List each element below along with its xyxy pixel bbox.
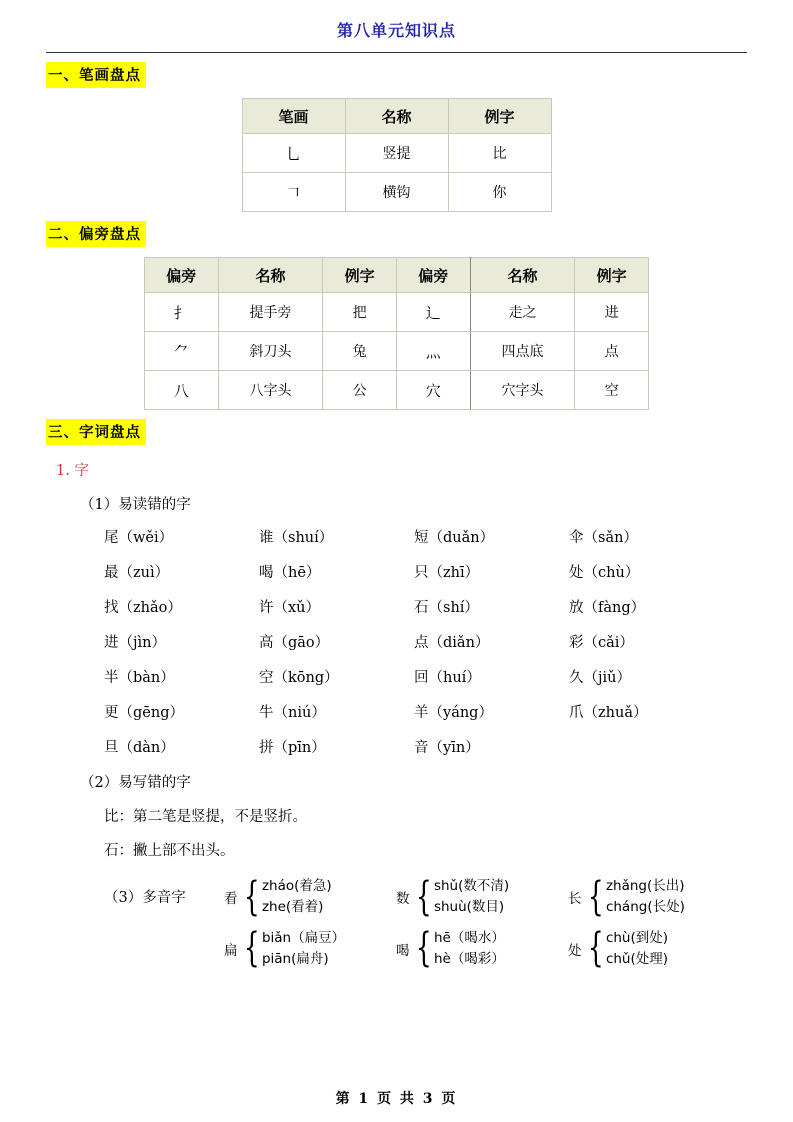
polyphonic-entry (568, 873, 740, 920)
polyphonic-readings (434, 876, 509, 918)
radical-name: 四点底 (470, 332, 575, 371)
pinyin-entry: 爪（zhuǎ） (569, 705, 648, 721)
section-heading-vocabulary: 三、字词盘点 (46, 419, 146, 445)
polyphonic-entry (224, 873, 396, 920)
brace-icon: { (243, 873, 260, 920)
radical-glyph: 扌 (145, 293, 219, 332)
pinyin-entry: 音（yīn） (414, 740, 480, 756)
table-header-row (242, 99, 551, 134)
radical-glyph: ⺈ (145, 332, 219, 371)
column-header-radical-2: 偏旁 (396, 258, 470, 293)
pinyin-entry: 更（gēng） (104, 705, 184, 721)
column-header-stroke: 笔画 (242, 99, 345, 134)
polyphonic-reading: biǎn（扁豆） (261, 929, 346, 946)
polyphonic-reading: hè（喝彩） (433, 950, 505, 967)
pinyin-entry: 点（diǎn） (414, 635, 490, 651)
polyphonic-character: 喝 (396, 942, 410, 959)
radical-example: 公 (323, 371, 397, 410)
polyphonic-entry (396, 873, 568, 920)
polyphonic-row (104, 873, 747, 920)
pinyin-row (104, 631, 724, 652)
miswritten-note: 石：撇上部不出头。 (104, 843, 235, 859)
page-title: 第八单元知识点 (336, 21, 456, 40)
pinyin-row (104, 701, 724, 722)
polyphonic-reading: chǔ(处理) (605, 950, 669, 967)
polyphonic-reading: zháo(着急) (261, 878, 332, 894)
pinyin-entry: 久（jiǔ） (569, 670, 631, 686)
brace-icon: { (415, 873, 432, 920)
section-strokes (46, 62, 747, 212)
column-header-name: 名称 (345, 99, 448, 134)
label-polyphonic: （3）多音字 (104, 890, 186, 907)
radical-name: 斜刀头 (218, 332, 323, 371)
pinyin-entry: 高（gāo） (259, 635, 330, 651)
brace-icon: { (587, 873, 604, 920)
polyphonic-block (46, 873, 747, 972)
radical-glyph: 辶 (396, 293, 470, 332)
stroke-glyph: 𠃍 (242, 173, 345, 212)
polyphonic-reading: shuù(数目) (433, 898, 505, 915)
column-header-name-2: 名称 (470, 258, 575, 293)
subheading-characters: 1. 字 (56, 463, 89, 479)
pinyin-entry: 羊（yáng） (414, 705, 493, 721)
polyphonic-reading: chù(到处) (605, 929, 669, 946)
strokes-table (242, 98, 552, 212)
column-header-name-1: 名称 (218, 258, 323, 293)
pinyin-entry: 彩（cǎi） (569, 635, 634, 651)
polyphonic-entry (224, 925, 396, 972)
pinyin-row (104, 561, 724, 582)
stroke-example: 你 (448, 173, 551, 212)
pinyin-entry (569, 736, 724, 757)
table-row (242, 134, 551, 173)
radical-glyph: 穴 (396, 371, 470, 410)
pinyin-row (104, 596, 724, 617)
label-miswritten-characters: （2）易写错的字 (80, 775, 191, 791)
polyphonic-readings (262, 928, 345, 970)
label-misread-characters: （1）易读错的字 (80, 497, 191, 513)
column-header-example-1: 例字 (323, 258, 397, 293)
polyphonic-entry (568, 925, 740, 972)
polyphonic-readings (606, 928, 668, 970)
radical-name: 走之 (470, 293, 575, 332)
polyphonic-readings (434, 928, 505, 970)
radical-name: 提手旁 (218, 293, 323, 332)
brace-icon: { (587, 925, 604, 972)
pinyin-entry: 放（fàng） (569, 600, 646, 616)
stroke-name: 横钩 (345, 173, 448, 212)
table-row (145, 371, 649, 410)
radical-example: 把 (323, 293, 397, 332)
table-header-row (145, 258, 649, 293)
pinyin-entry: 空（kōng） (259, 670, 339, 686)
pinyin-entry: 只（zhī） (414, 565, 480, 581)
radical-example: 点 (575, 332, 649, 371)
radicals-table (144, 257, 649, 410)
page-footer: 第 1 页 共 3 页 (335, 1091, 458, 1107)
polyphonic-character: 扁 (224, 942, 238, 959)
pinyin-entry: 回（huí） (414, 670, 481, 686)
pinyin-entry: 处（chù） (569, 565, 640, 581)
polyphonic-reading: piān(扁舟) (261, 950, 329, 967)
pinyin-entry: 许（xǔ） (259, 600, 321, 616)
pinyin-row (104, 666, 724, 687)
section-vocabulary (46, 419, 747, 970)
polyphonic-character: 处 (568, 942, 582, 959)
radical-name: 八字头 (218, 371, 323, 410)
pinyin-entry: 伞（sǎn） (569, 530, 638, 546)
pinyin-entry: 进（jìn） (104, 635, 166, 651)
polyphonic-character: 长 (568, 890, 582, 907)
section-heading-strokes: 一、笔画盘点 (46, 62, 146, 88)
polyphonic-readings (262, 876, 332, 918)
stroke-glyph: 乚 (242, 134, 345, 173)
pinyin-entry: 短（duǎn） (414, 530, 495, 546)
pinyin-entry: 拼（pīn） (259, 740, 326, 756)
polyphonic-reading: zhǎng(长出) (605, 878, 685, 894)
column-header-radical-1: 偏旁 (145, 258, 219, 293)
miswritten-note: 比：第二笔是竖提，不是竖折。 (104, 809, 307, 825)
brace-icon: { (243, 925, 260, 972)
stroke-name: 竖提 (345, 134, 448, 173)
polyphonic-reading: cháng(长处) (605, 898, 685, 915)
pinyin-entry: 石（shí） (414, 600, 479, 616)
pinyin-row (104, 736, 724, 757)
stroke-example: 比 (448, 134, 551, 173)
radical-example: 空 (575, 371, 649, 410)
pinyin-entry: 旦（dàn） (104, 740, 175, 756)
radical-example: 兔 (323, 332, 397, 371)
pinyin-entry: 牛（niú） (259, 705, 326, 721)
pinyin-entry: 半（bàn） (104, 670, 175, 686)
polyphonic-reading: shǔ(数不清) (433, 878, 510, 894)
polyphonic-reading: zhe(看着) (261, 898, 324, 915)
radical-example: 进 (575, 293, 649, 332)
section-radicals (46, 221, 747, 410)
polyphonic-character: 数 (396, 890, 410, 907)
brace-icon: { (415, 925, 432, 972)
pinyin-entry: 尾（wěi） (104, 530, 174, 546)
misread-character-grid (104, 526, 724, 757)
pinyin-entry: 喝（hē） (259, 565, 321, 581)
section-heading-radicals: 二、偏旁盘点 (46, 221, 146, 247)
radical-glyph: 八 (145, 371, 219, 410)
pinyin-row (104, 526, 724, 547)
pinyin-entry: 谁（shuí） (259, 530, 334, 546)
polyphonic-reading: hē（喝水） (433, 929, 505, 946)
pinyin-entry: 找（zhǎo） (104, 600, 182, 616)
radical-name: 穴字头 (470, 371, 575, 410)
table-row (145, 332, 649, 371)
pinyin-entry: 最（zuì） (104, 565, 170, 581)
table-row (242, 173, 551, 212)
polyphonic-entry (396, 925, 568, 972)
polyphonic-character: 看 (224, 890, 238, 907)
polyphonic-readings (606, 876, 685, 918)
column-header-example-2: 例字 (575, 258, 649, 293)
radical-glyph: 灬 (396, 332, 470, 371)
polyphonic-row (104, 925, 747, 972)
table-row (145, 293, 649, 332)
title-divider (46, 52, 747, 53)
column-header-example: 例字 (448, 99, 551, 134)
